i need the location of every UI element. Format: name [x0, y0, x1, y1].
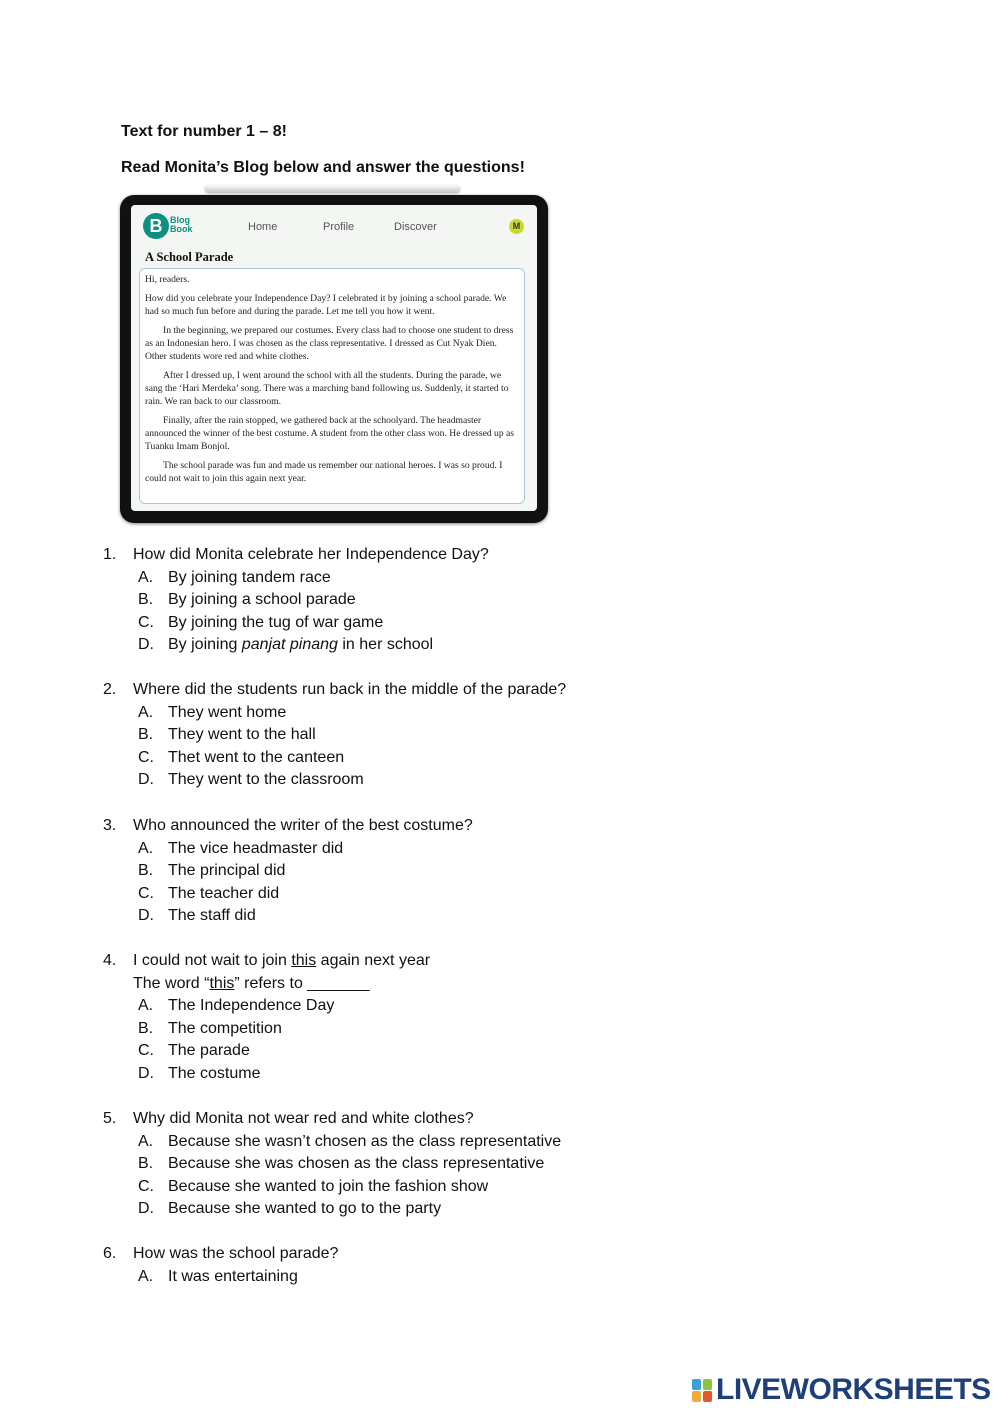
option-a[interactable]: A. Because she wasn’t chosen as the class representative [138, 1132, 562, 1150]
question-5: 5. Why did Monita not wear red and white clothes? A. Because she wasn’t chosen as the class representative B. Because she was chosen as the class representative C. Because she wanted to join the fashion show D. Because she wanted to go to the party [103, 1108, 803, 1221]
question-text: Where did the students run back in the middle of the parade? [133, 681, 567, 698]
option-c[interactable]: C. By joining the tug of war game [138, 613, 384, 631]
question-6: 6. How was the school parade? A. It was entertaining [103, 1243, 803, 1288]
liveworksheets-logo[interactable] [692, 1374, 991, 1406]
tablet-screen [131, 205, 537, 511]
liveworksheets-logo-text: LIVEWORKSHEETS [716, 1373, 991, 1406]
tablet-image [120, 195, 548, 523]
option-a[interactable]: A. The vice headmaster did [138, 839, 344, 857]
question-text: How was the school parade? [133, 1245, 339, 1262]
option-c[interactable]: C. Because she wanted to join the fashion show [138, 1177, 489, 1195]
option-c[interactable]: C. The parade [138, 1042, 250, 1060]
nav-home: Home [248, 221, 278, 233]
option-b[interactable]: B. They went to the hall [138, 726, 316, 744]
option-d[interactable]: D. The staff did [138, 907, 256, 925]
option-b[interactable]: B. The competition [138, 1019, 282, 1037]
option-b[interactable]: B. By joining a school parade [138, 591, 356, 609]
option-d[interactable]: D. Because she wanted to go to the party [138, 1200, 442, 1218]
blog-paragraph: Hi, readers. [145, 274, 190, 285]
blog-paragraph: The school parade was fun and made us remember our national heroes. I was so proud. I could not wait to join this again next year. [145, 460, 503, 484]
question-text: How did Monita celebrate her Independence Day? [133, 546, 489, 563]
option-b[interactable]: B. The principal did [138, 862, 286, 880]
blog-text-box [139, 268, 525, 504]
option-c[interactable]: C. Thet went to the canteen [138, 748, 345, 766]
option-b[interactable]: B. Because she was chosen as the class representative [138, 1155, 545, 1173]
instruction-heading: Read Monita’s Blog below and answer the questions! [121, 159, 525, 176]
option-d[interactable]: D. They went to the classroom [138, 771, 364, 789]
question-4: 4. I could not wait to join this again next year The word “this” refers to _______ A. The Independence Day B. The competition C. The parade D. The costume [103, 950, 803, 1086]
blog-paragraph: In the beginning, we prepared our costumes. Every class had to choose one student to dress as an Indonesian hero. I was chosen as the class representative. I dressed as Cut Nyak Dien. Other students wore red and white clothes. [145, 325, 514, 362]
blog-logo [143, 213, 203, 239]
nav-discover: Discover [394, 221, 437, 233]
option-a[interactable]: A. They went home [138, 703, 287, 721]
question-subtext: The word “this” refers to _______ [133, 974, 370, 992]
blog-paragraph: After I dressed up, I went around the school with all the students. During the parade, we sang the ‘Hari Merdeka’ song. There was a marching band following us. Suddenly, it started to rain. We ran back to our classroom. [145, 370, 509, 407]
blog-title: A School Parade [145, 250, 234, 264]
question-2: 2. Where did the students run back in the middle of the parade? A. They went home B. They went to the hall C. Thet went to the canteen D. They went to the classroom [103, 679, 803, 792]
blog-paragraph: How did you celebrate your Independence Day? I celebrated it by joining a school parade. We had so much fun before and during the parade. Let me tell you how it went. [145, 293, 507, 317]
question-text: I could not wait to join this again next year [133, 952, 431, 969]
nav-profile: Profile [323, 221, 355, 233]
blog-paragraph: Finally, after the rain stopped, we gathered back at the schoolyard. The headmaster announced the winner of the best costume. A student from the other class won. He dressed up as Tuanku Imam Bonjol. [145, 415, 515, 452]
option-a[interactable]: A. It was entertaining [138, 1267, 298, 1285]
option-c[interactable]: C. The teacher did [138, 884, 280, 902]
section-heading: Text for number 1 – 8! [121, 123, 287, 140]
option-d[interactable]: D. The costume [138, 1064, 261, 1082]
question-text: Why did Monita not wear red and white clothes? [133, 1110, 474, 1127]
liveworksheets-logo-icon [692, 1377, 714, 1403]
question-1: 1. How did Monita celebrate her Independence Day? A. By joining tandem race B. By joining a school parade C. By joining the tug of war game D. By joining panjat pinang in her school [103, 544, 803, 657]
question-text: Who announced the writer of the best costume? [133, 817, 473, 834]
option-a[interactable]: A. The Independence Day [138, 997, 335, 1015]
question-3: 3. Who announced the writer of the best costume? A. The vice headmaster did B. The principal did C. The teacher did D. The staff did [103, 815, 803, 928]
option-d[interactable]: D. By joining panjat pinang in her school [138, 636, 434, 654]
avatar: M [509, 219, 524, 234]
blog-logo-icon: B [143, 213, 169, 239]
stylus-image [205, 185, 460, 192]
blog-logo-text: Blog Book [170, 215, 193, 234]
option-a[interactable]: A. By joining tandem race [138, 568, 331, 586]
